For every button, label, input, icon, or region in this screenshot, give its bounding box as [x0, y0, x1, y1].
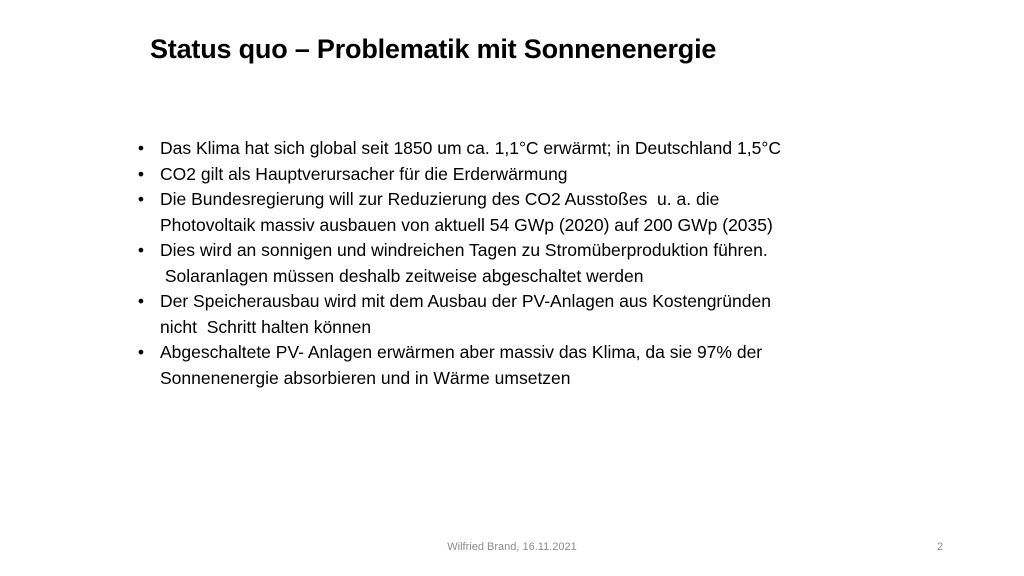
bullet-item-2	[132, 162, 932, 188]
bullet-item-5	[132, 289, 932, 340]
bullet-list	[132, 136, 932, 391]
bullet-text-line: Abgeschaltete PV- Anlagen erwärmen aber massiv das Klima, da sie 97% der	[160, 342, 763, 362]
slide-page-number: 2	[936, 541, 944, 553]
bullet-item-6	[132, 340, 932, 391]
bullet-point-icon: •	[137, 291, 145, 311]
bullet-point-icon: •	[137, 189, 145, 209]
bullet-item-1	[132, 136, 932, 162]
bullet-text-line: nicht Schritt halten können	[160, 316, 372, 337]
bullet-point-icon: •	[137, 240, 145, 260]
bullet-text-line: Der Speicherausbau wird mit dem Ausbau der PV-Anlagen aus Kostengründen	[160, 291, 771, 311]
bullet-point-icon: •	[137, 342, 145, 362]
slide-title: Status quo – Problematik mit Sonnenenergie	[150, 34, 717, 64]
bullet-text-line: CO2 gilt als Hauptverursacher für die Erderwärmung	[160, 163, 568, 184]
bullet-item-3	[132, 187, 932, 238]
bullet-point-icon: •	[137, 163, 145, 184]
bullet-text-line: Dies wird an sonnigen und windreichen Tagen zu Stromüberproduktion führen.	[160, 240, 768, 260]
bullet-item-4	[132, 238, 932, 289]
bullet-text-line: Die Bundesregierung will zur Reduzierung des CO2 Ausstoßes u. a. die	[160, 189, 720, 209]
bullet-text-line: Das Klima hat sich global seit 1850 um ca. 1,1°C erwärmt; in Deutschland 1,5°C	[160, 138, 781, 158]
bullet-point-icon: •	[137, 138, 145, 158]
footer-author-date: Wilfried Brand, 16.11.2021	[447, 541, 577, 553]
slide-footer	[0, 541, 1024, 559]
bullet-text-line: Solaranlagen müssen deshalb zeitweise abgeschaltet werden	[160, 265, 644, 286]
bullet-text-line: Sonnenenergie absorbieren und in Wärme umsetzen	[160, 367, 571, 388]
bullet-text-line: Photovoltaik massiv ausbauen von aktuell 54 GWp (2020) auf 200 GWp (2035)	[160, 214, 773, 235]
